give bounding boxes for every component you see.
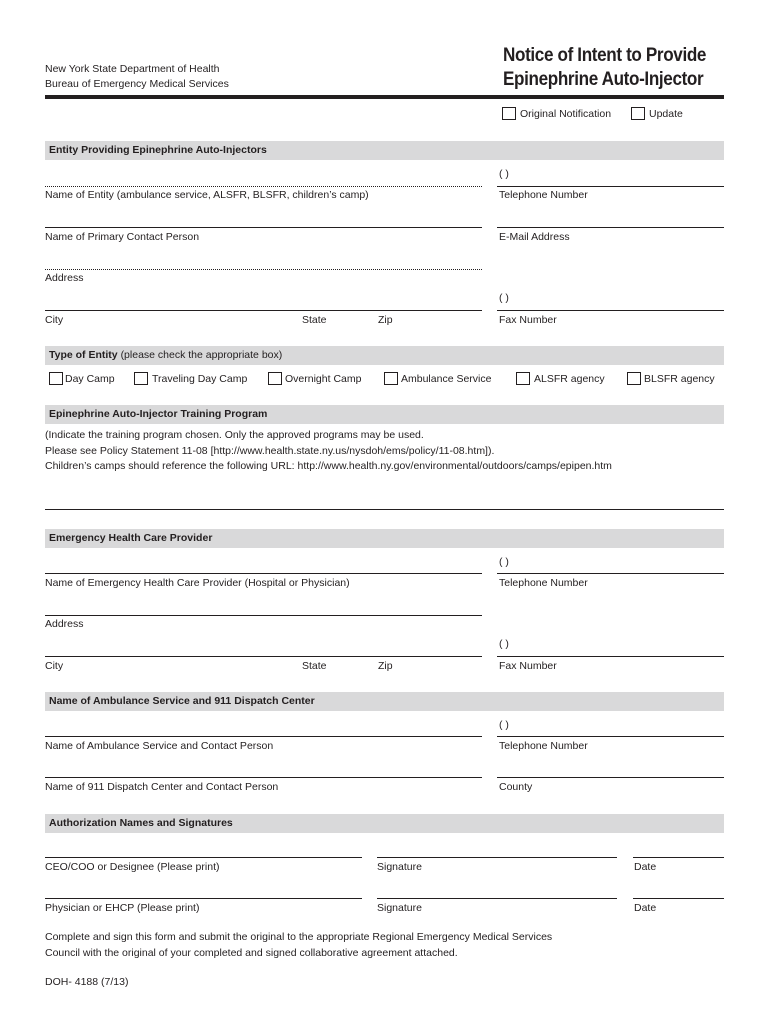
- entity-fax-label: Fax Number: [499, 314, 557, 326]
- ceo-date-field[interactable]: [633, 857, 724, 858]
- physician-label: Physician or EHCP (Please print): [45, 902, 200, 914]
- email-field[interactable]: [497, 227, 724, 228]
- provider-fax-area-code: ( ): [499, 638, 509, 650]
- ceo-signature-field[interactable]: [377, 857, 617, 858]
- ambulance-service-checkbox[interactable]: [384, 372, 398, 385]
- form-number: DOH- 4188 (7/13): [45, 976, 129, 988]
- alsfr-agency-label: ALSFR agency: [534, 373, 605, 385]
- blsfr-agency-label: BLSFR agency: [644, 373, 715, 385]
- traveling-day-camp-checkbox[interactable]: [134, 372, 148, 385]
- type-of-entity-title-text: Type of Entity: [49, 349, 118, 361]
- provider-city-state-zip-field[interactable]: [45, 656, 482, 657]
- county-label: County: [499, 781, 533, 793]
- dispatch-center-field[interactable]: [45, 777, 482, 778]
- dispatch-center-label: Name of 911 Dispatch Center and Contact Person: [45, 781, 279, 793]
- provider-address-field[interactable]: [45, 615, 482, 616]
- ceo-name-field[interactable]: [45, 857, 362, 858]
- training-instructions: [45, 428, 612, 475]
- physician-signature-label: Signature: [377, 902, 422, 914]
- physician-signature-field[interactable]: [377, 898, 617, 899]
- type-of-entity-title: [49, 349, 282, 361]
- submission-instructions: [45, 930, 552, 961]
- traveling-day-camp-label: Traveling Day Camp: [152, 373, 248, 385]
- department-line-2: Bureau of Emergency Medical Services: [45, 78, 229, 90]
- entity-fax-area-code: ( ): [499, 292, 509, 304]
- department-line-1: New York State Department of Health: [45, 63, 220, 75]
- entity-zip-label: Zip: [378, 314, 393, 326]
- submission-instructions-line-2: Council with the original of your completed and signed collaborative agreement attached.: [45, 946, 458, 959]
- blsfr-agency-checkbox[interactable]: [627, 372, 641, 385]
- original-notification-label: Original Notification: [520, 108, 612, 120]
- provider-section-header: [45, 529, 724, 548]
- training-section-title: Epinephrine Auto-Injector Training Program: [49, 408, 268, 420]
- ceo-date-label: Date: [634, 861, 657, 873]
- entity-name-field[interactable]: [45, 186, 482, 187]
- training-instructions-line-2: Please see Policy Statement 11-08 [http://www.health.state.ny.us/nysdoh/ems/policy/11-08.htm]).: [45, 444, 495, 457]
- ambulance-service-field[interactable]: [45, 736, 482, 737]
- entity-address-field[interactable]: [45, 269, 482, 270]
- update-label: Update: [649, 108, 683, 120]
- entity-section-header: [45, 141, 724, 160]
- provider-zip-label: Zip: [378, 660, 393, 672]
- entity-fax-field[interactable]: [497, 310, 724, 311]
- alsfr-agency-checkbox[interactable]: [516, 372, 530, 385]
- provider-phone-area-code: ( ): [499, 556, 509, 568]
- entity-section-title: Entity Providing Epinephrine Auto-Injectors: [49, 144, 267, 156]
- authorization-section-header: [45, 814, 724, 833]
- provider-state-label: State: [302, 660, 327, 672]
- provider-section-title: Emergency Health Care Provider: [49, 532, 213, 544]
- ambulance-phone-area-code: ( ): [499, 719, 509, 731]
- provider-address-label: Address: [45, 618, 84, 630]
- entity-address-label: Address: [45, 272, 84, 284]
- form-title-line-2: Epinephrine Auto-Injector: [503, 69, 704, 90]
- entity-state-label: State: [302, 314, 327, 326]
- header-divider: [45, 95, 724, 99]
- submission-instructions-line-1: Complete and sign this form and submit the original to the appropriate Regional Emergency Medical Services: [45, 931, 553, 943]
- provider-name-field[interactable]: [45, 573, 482, 574]
- original-notification-checkbox[interactable]: [502, 107, 516, 120]
- ambulance-telephone-field[interactable]: [497, 736, 724, 737]
- ambulance-service-label: Ambulance Service: [401, 373, 492, 385]
- entity-phone-area-code: ( ): [499, 168, 509, 180]
- entity-telephone-label: Telephone Number: [499, 189, 588, 201]
- email-label: E-Mail Address: [499, 231, 570, 243]
- day-camp-label: Day Camp: [65, 373, 115, 385]
- physician-date-label: Date: [634, 902, 657, 914]
- ambulance-section-header: [45, 692, 724, 711]
- day-camp-checkbox[interactable]: [49, 372, 63, 385]
- department-name: [45, 62, 229, 92]
- ceo-label: CEO/COO or Designee (Please print): [45, 861, 220, 873]
- training-instructions-line-1: (Indicate the training program chosen. Only the approved programs may be used.: [45, 429, 424, 441]
- entity-name-label: Name of Entity (ambulance service, ALSFR, BLSFR, children’s camp): [45, 189, 369, 201]
- entity-city-label: City: [45, 314, 64, 326]
- provider-telephone-field[interactable]: [497, 573, 724, 574]
- overnight-camp-checkbox[interactable]: [268, 372, 282, 385]
- physician-date-field[interactable]: [633, 898, 724, 899]
- update-checkbox[interactable]: [631, 107, 645, 120]
- overnight-camp-label: Overnight Camp: [285, 373, 362, 385]
- provider-telephone-label: Telephone Number: [499, 577, 588, 589]
- ambulance-service-label: Name of Ambulance Service and Contact Person: [45, 740, 274, 752]
- provider-fax-label: Fax Number: [499, 660, 557, 672]
- primary-contact-label: Name of Primary Contact Person: [45, 231, 200, 243]
- training-instructions-line-3: Children’s camps should reference the following URL: http://www.health.ny.gov/environmental/outdoors/camps/epipen.htm: [45, 460, 612, 472]
- provider-city-label: City: [45, 660, 64, 672]
- provider-fax-field[interactable]: [497, 656, 724, 657]
- ambulance-telephone-label: Telephone Number: [499, 740, 588, 752]
- type-of-entity-section-header: [45, 346, 724, 365]
- provider-name-label: Name of Emergency Health Care Provider (Hospital or Physician): [45, 577, 350, 589]
- primary-contact-field[interactable]: [45, 227, 482, 228]
- type-of-entity-note: (please check the appropriate box): [120, 349, 283, 361]
- training-program-field[interactable]: [45, 509, 724, 510]
- authorization-section-title: Authorization Names and Signatures: [49, 817, 233, 829]
- physician-name-field[interactable]: [45, 898, 362, 899]
- ambulance-section-title: Name of Ambulance Service and 911 Dispatch Center: [49, 695, 315, 707]
- entity-city-state-zip-field[interactable]: [45, 310, 482, 311]
- entity-telephone-field[interactable]: [497, 186, 724, 187]
- form-title: [503, 44, 706, 92]
- training-section-header: [45, 405, 724, 424]
- county-field[interactable]: [497, 777, 724, 778]
- form-title-line-1: Notice of Intent to Provide: [503, 45, 707, 66]
- ceo-signature-label: Signature: [377, 861, 422, 873]
